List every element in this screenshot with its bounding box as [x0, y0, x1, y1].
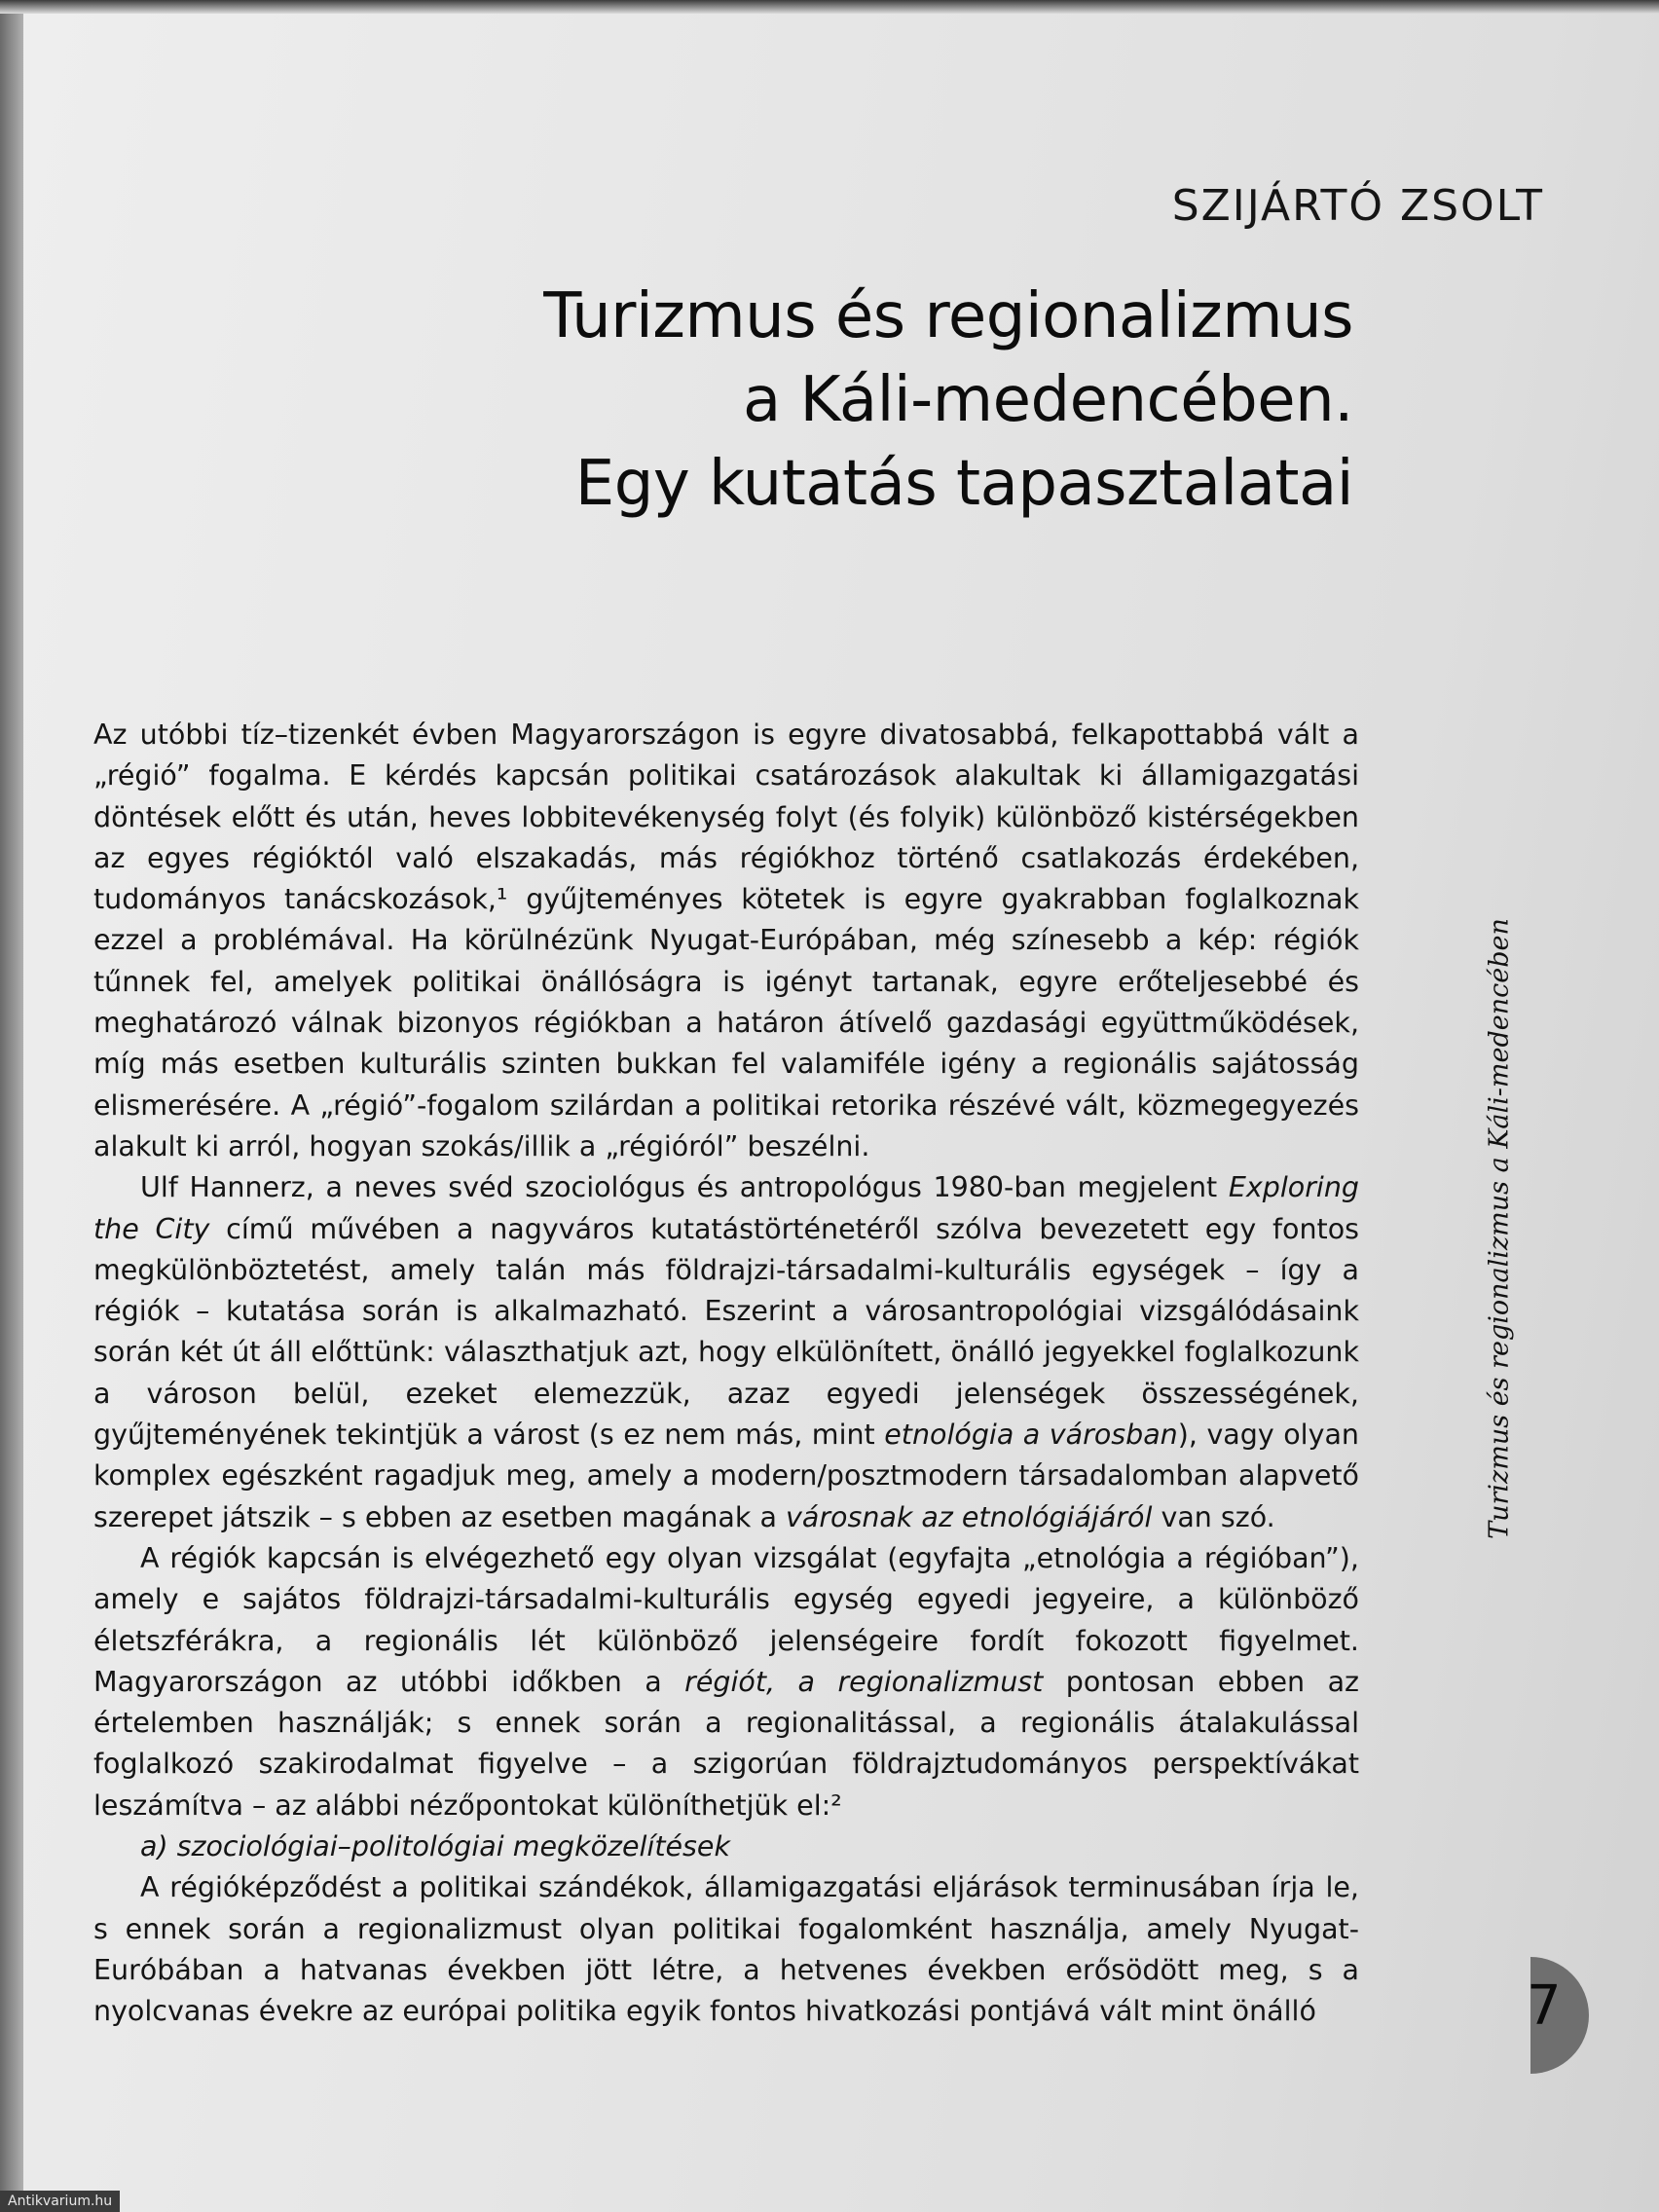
term-emphasis: városnak az etnológiájáról: [785, 1500, 1153, 1533]
paragraph-3: [93, 1538, 1359, 1826]
paragraph-1: Az utóbbi tíz–tizenkét évben Magyarországon is egyre divatosabbá, felkapottabbá vált a „régió” fogalma. E kérdés kapcsán politikai csatározások alakultak ki államigazgatási döntések előtt és után, heves lobbitevékenység folyt (és folyik) különböző kistérségekben az egyes régióktól való elszakadás, más régiókhoz történő csatlakozás érdekében, tudományos tanácskozások,¹ gyűjteményes kötetek is egyre gyakrabban foglalkoznak ezzel a problémával. Ha körülnézünk Nyugat-Európában, még színesebb a kép: régiók tűnnek fel, amelyek politikai önállóságra is igényt tartanak, egyre erőteljesebbé és meghatározó válnak bizonyos régiókban a határon átívelő gazdasági együttműködések, míg más esetben kulturális szinten bukkan fel valamiféle igény a regionális sajátosság elismerésére. A „régió”-fogalom szilárdan a politikai retorika részévé vált, közmegegyezés alakult ki arról, hogyan szokás/illik a „régióról” beszélni.: [93, 719, 1359, 1162]
paragraph-2-text: ), vagy olyan komplex egészként ragadjuk meg, amely a modern/posztmodern társadalomban alapvető szerepet játszik – s ebben az esetben magának a: [93, 1419, 1359, 1533]
page-left-edge: [0, 0, 23, 2212]
running-head: Turizmus és regionalizmus a Káli-medencében: [1484, 918, 1515, 1539]
paragraph-2: [93, 1167, 1359, 1538]
term-emphasis: régiót, a regionalizmust: [684, 1665, 1044, 1698]
author-name: SZIJÁRTÓ ZSOLT: [1171, 181, 1544, 231]
article-body: [93, 715, 1359, 2033]
page-number: 7: [1527, 1974, 1562, 2038]
article-title: [282, 275, 1353, 526]
paragraph-3-text: A régiók kapcsán is elvégezhető egy olyan vizsgálat (egyfajta „etnológia a régióban”), amely e sajátos földrajzi-társadalmi-kulturális egység egyedi jegyeire, a különböző életszférákra, a regionális lét különböző jelenségeire fordít fokozott figyelmet. Magyarországon az utóbbi időkben a: [93, 1541, 1359, 1698]
paragraph-3-text: pontosan ebben az értelemben használják; s ennek során a regionalitással, a regionális átalakulással foglalkozó szakirodalmat figyelve – a szigorúan földrajztudományos perspektívákat leszámítva – az alábbi nézőpontokat különíthetjük el:²: [93, 1665, 1359, 1822]
section-subheading: a) szociológiai–politológiai megközelítések: [140, 1830, 730, 1863]
page-top-edge: [0, 0, 1659, 14]
term-emphasis: etnológia a városban: [884, 1419, 1178, 1452]
title-line-1: Turizmus és regionalizmus: [543, 280, 1353, 352]
watermark-label: Antikvarium.hu: [0, 2191, 120, 2212]
title-line-3: Egy kutatás tapasztalatai: [574, 448, 1353, 520]
paragraph-4: A régióképződést a politikai szándékok, államigazgatási eljárások terminusában írja le, s ennek során a regionalizmust olyan politikai fogalomként használja, amely Nyugat-Eurόbában a hatvanas években jött létre, a hetvenes években erősödött meg, s a nyolcvanas évekre az európai politika egyik fontos hivatkozási pontjává vált mint önálló: [93, 1871, 1359, 2028]
title-line-2: a Káli-medencében.: [742, 364, 1353, 436]
paragraph-2-text: Ulf Hannerz, a neves svéd szociológus és antropológus 1980-ban megjelent: [140, 1171, 1229, 1204]
paragraph-2-text: van szó.: [1152, 1500, 1275, 1533]
book-title-emphasis: Exploring the City: [93, 1171, 1359, 1245]
paragraph-2-text: című művében a nagyváros kutatástörténetéről szólva bevezetett egy fontos megkülönböztetést, amely talán más földrajzi-társadalmi-kulturális egységek – így a régiók – kutatása során is alkalmazható. Eszerint a városantropológiai vizsgálódásaink során két út áll előttünk: választhatjuk azt, hogy elkülönített, önálló jegyekkel foglalkozunk a városon belül, ezeket elemezzük, azaz egyedi jelenségek összességének, gyűjteményének tekintjük a várost (s ez nem más, mint: [93, 1212, 1359, 1452]
